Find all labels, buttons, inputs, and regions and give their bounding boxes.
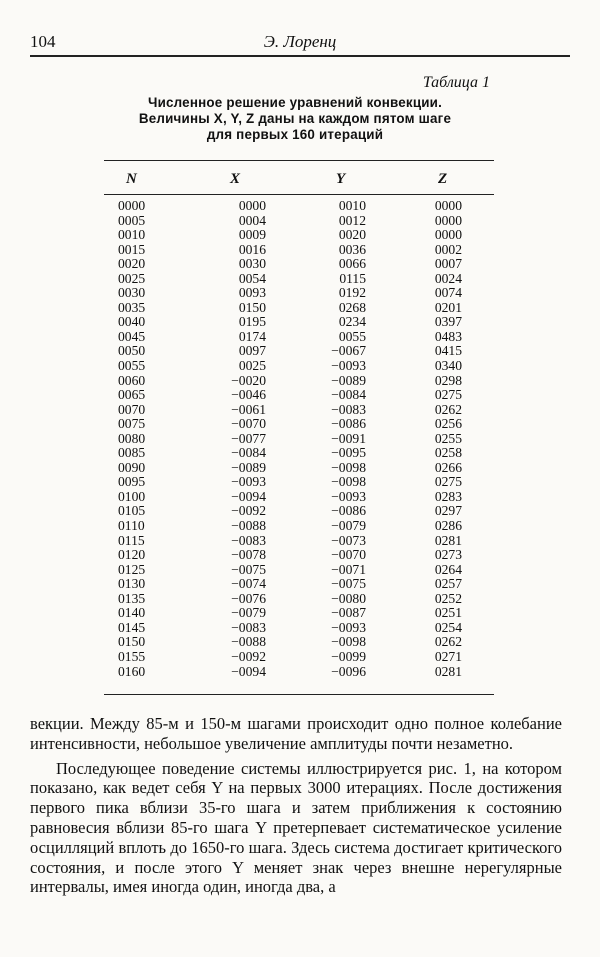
table-cell: 0266 — [434, 459, 462, 475]
table-row — [104, 606, 494, 621]
table-row — [104, 272, 494, 287]
table-cell: 0055 — [338, 328, 366, 344]
table-row — [104, 621, 494, 636]
table-cell: 0130 — [118, 576, 146, 592]
table-row — [104, 374, 494, 389]
table-cell: 0085 — [118, 445, 146, 461]
caption-line: для первых 160 итераций — [206, 127, 384, 142]
table-cell: 0340 — [434, 358, 462, 374]
table-cell: 0283 — [434, 488, 462, 504]
table-cell: 0025 — [238, 358, 266, 374]
table-cell: −0074 — [231, 576, 266, 592]
table-cell: −0093 — [331, 358, 366, 374]
table-row — [104, 315, 494, 330]
table-cell: 0251 — [434, 605, 462, 621]
table-caption — [60, 95, 530, 143]
table-cell: 0025 — [118, 270, 146, 286]
table-cell: 0483 — [434, 328, 462, 344]
table-cell: −0080 — [331, 590, 366, 606]
table-cell: 0255 — [434, 430, 462, 446]
table-cell: −0088 — [231, 518, 266, 534]
table-row — [104, 432, 494, 447]
table-cell: 0174 — [238, 328, 266, 344]
table-cell: 0254 — [434, 619, 462, 635]
table-cell: 0009 — [238, 227, 266, 243]
table-row — [104, 519, 494, 534]
table-cell: −0092 — [231, 503, 266, 519]
table-cell: 0000 — [434, 212, 462, 228]
table-row — [104, 461, 494, 476]
table-cell: −0093 — [331, 488, 366, 504]
table-cell: −0076 — [231, 590, 266, 606]
table-cell: 0090 — [118, 459, 146, 475]
table-cell: −0096 — [331, 663, 366, 679]
table-cell: 0012 — [338, 212, 366, 228]
table-row — [104, 475, 494, 490]
table-cell: −0094 — [231, 663, 266, 679]
table-cell: −0075 — [331, 576, 366, 592]
table-row — [104, 199, 494, 214]
table-row — [104, 330, 494, 345]
table-bottom-rule — [104, 694, 494, 695]
table-row — [104, 403, 494, 418]
table-cell: 0016 — [238, 241, 266, 257]
table-cell: 0140 — [118, 605, 146, 621]
table-cell: 0010 — [118, 227, 146, 243]
table-row — [104, 388, 494, 403]
table-cell: −0067 — [331, 343, 366, 359]
table-cell: −0077 — [231, 430, 266, 446]
table-cell: −0089 — [231, 459, 266, 475]
table-cell: 0264 — [434, 561, 462, 577]
table-cell: −0086 — [331, 503, 366, 519]
table-cell: 0150 — [118, 634, 146, 650]
table-cell: −0083 — [231, 532, 266, 548]
table-cell: 0054 — [238, 270, 266, 286]
table-cell: 0256 — [434, 416, 462, 432]
table-cell: 0252 — [434, 590, 462, 606]
table-row — [104, 534, 494, 549]
table-row — [104, 301, 494, 316]
table-cell: 0160 — [118, 663, 146, 679]
table-cell: −0098 — [331, 459, 366, 475]
table-cell: 0002 — [434, 241, 462, 257]
table-cell: 0035 — [118, 299, 146, 315]
table-cell: 0000 — [118, 198, 146, 213]
table-cell: 0097 — [238, 343, 266, 359]
table-cell: 0145 — [118, 619, 146, 635]
table-cell: −0079 — [231, 605, 266, 621]
table-cell: −0078 — [231, 547, 266, 563]
table-cell: 0010 — [338, 198, 366, 213]
table-cell: 0066 — [338, 256, 366, 272]
table-cell: −0098 — [331, 474, 366, 490]
table-row — [104, 228, 494, 243]
table-cell: −0084 — [331, 387, 366, 403]
table-row — [104, 243, 494, 258]
body-text — [30, 714, 562, 897]
table-cell: −0092 — [231, 648, 266, 664]
table-cell: 0273 — [434, 547, 462, 563]
table-cell: −0095 — [331, 445, 366, 461]
paragraph: Последующее поведение системы иллюстрируется рис. 1, на котором показано, как ведет себя Y на первых 3000 итерациях. После достижения первого пика вблизи 35-го шага и затем приближения к состоянию равновесия вблизи 85-го шага Y претерпевает систематическое усиление осцилляций вплоть до 1650-го шага. Здесь система достигает критического состояния, и после этого Y меняет знак через внешне нерегулярные интервалы, имея иногда один, иногда два, а — [30, 758, 562, 897]
table-cell: 0110 — [118, 518, 145, 534]
table-cell: 0281 — [434, 663, 462, 679]
table-cell: −0099 — [331, 648, 366, 664]
table-cell: 0024 — [434, 270, 462, 286]
table-cell: 0271 — [434, 648, 462, 664]
table-cell: 0275 — [434, 474, 462, 490]
table-cell: −0089 — [331, 372, 366, 388]
table-cell: 0093 — [238, 285, 266, 301]
table-row — [104, 417, 494, 432]
table-cell: −0084 — [231, 445, 266, 461]
table-cell: 0286 — [434, 518, 462, 534]
column-header-n: N — [126, 171, 137, 187]
table-cell: 0275 — [434, 387, 462, 403]
table-cell: 0201 — [434, 299, 462, 315]
table-cell: −0087 — [331, 605, 366, 621]
table-cell: 0050 — [118, 343, 146, 359]
table-cell: 0262 — [434, 401, 462, 417]
column-header-y: Y — [336, 171, 346, 187]
column-header-x: X — [230, 171, 241, 187]
table-cell: 0055 — [118, 358, 146, 374]
table-row — [104, 665, 494, 680]
table-cell: 0125 — [118, 561, 146, 577]
table-row — [104, 650, 494, 665]
table-cell: 0262 — [434, 634, 462, 650]
table-cell: −0086 — [331, 416, 366, 432]
table-cell: 0000 — [238, 198, 266, 213]
column-header-z: Z — [438, 171, 448, 187]
table-row — [104, 635, 494, 650]
table-cell: −0070 — [231, 416, 266, 432]
table-cell: −0094 — [231, 488, 266, 504]
table-cell: 0192 — [338, 285, 366, 301]
table-row — [104, 504, 494, 519]
table-cell: −0070 — [331, 547, 366, 563]
table-cell: 0074 — [434, 285, 462, 301]
table-row — [104, 548, 494, 563]
table-cell: −0091 — [331, 430, 366, 446]
table-cell: 0115 — [118, 532, 145, 548]
table-label: Таблица 1 — [422, 74, 490, 91]
table-cell: 0115 — [339, 270, 366, 286]
table-cell: 0195 — [238, 314, 266, 330]
table-header-rule — [104, 194, 494, 195]
table-cell: 0257 — [434, 576, 462, 592]
table-cell: −0083 — [331, 401, 366, 417]
table-row — [104, 563, 494, 578]
table-cell: −0098 — [331, 634, 366, 650]
table-cell: −0020 — [231, 372, 266, 388]
table-cell: 0100 — [118, 488, 146, 504]
table-cell: 0281 — [434, 532, 462, 548]
table-cell: −0083 — [231, 619, 266, 635]
table-cell: −0093 — [231, 474, 266, 490]
table-cell: 0105 — [118, 503, 146, 519]
table-cell: 0258 — [434, 445, 462, 461]
caption-line: Численное решение уравнений конвекции. — [147, 95, 443, 110]
table-row — [104, 286, 494, 301]
table-cell: 0297 — [434, 503, 462, 519]
table-cell: 0397 — [434, 314, 462, 330]
table-cell: −0088 — [231, 634, 266, 650]
table-header — [104, 171, 494, 191]
table-cell: 0030 — [238, 256, 266, 272]
table-cell: 0004 — [238, 212, 266, 228]
table-cell: 0070 — [118, 401, 146, 417]
table-cell: 0007 — [434, 256, 462, 272]
table-cell: −0075 — [231, 561, 266, 577]
table-row — [104, 359, 494, 374]
page-number: 104 — [30, 32, 56, 51]
table-cell: 0150 — [238, 299, 266, 315]
paragraph: векции. Между 85-м и 150-м шагами происходит одно полное колебание интенсивности, небольшое увеличение амплитуды почти незаметно. — [30, 714, 562, 753]
table-cell: 0065 — [118, 387, 146, 403]
table-cell: 0060 — [118, 372, 146, 388]
table-top-rule — [104, 160, 494, 161]
table-row — [104, 214, 494, 229]
table-cell: 0120 — [118, 547, 146, 563]
table-cell: 0036 — [338, 241, 366, 257]
table-cell: 0020 — [338, 227, 366, 243]
table-cell: 0015 — [118, 241, 146, 257]
header-rule — [30, 55, 570, 57]
page-header — [30, 32, 570, 54]
table-cell: −0046 — [231, 387, 266, 403]
table-cell: 0234 — [338, 314, 366, 330]
table-row — [104, 257, 494, 272]
table-body — [104, 199, 494, 679]
running-title: Э. Лоренц — [263, 32, 337, 51]
table-cell: −0073 — [331, 532, 366, 548]
table-row — [104, 490, 494, 505]
table-row — [104, 344, 494, 359]
table-cell: −0071 — [331, 561, 366, 577]
table-cell: 0268 — [338, 299, 366, 315]
table-row — [104, 592, 494, 607]
table-cell: 0030 — [118, 285, 146, 301]
table-cell: −0061 — [231, 401, 266, 417]
table-cell: 0045 — [118, 328, 146, 344]
table-cell: 0155 — [118, 648, 146, 664]
table-cell: 0095 — [118, 474, 146, 490]
table-row — [104, 446, 494, 461]
caption-line: Величины X, Y, Z даны на каждом пятом шаге — [138, 111, 452, 126]
table-cell: 0005 — [118, 212, 146, 228]
table-cell: −0093 — [331, 619, 366, 635]
table-row — [104, 577, 494, 592]
table-cell: 0000 — [434, 227, 462, 243]
table-cell: 0040 — [118, 314, 146, 330]
table-cell: 0075 — [118, 416, 146, 432]
table-cell: 0020 — [118, 256, 146, 272]
table-cell: 0080 — [118, 430, 146, 446]
table-cell: −0079 — [331, 518, 366, 534]
table-cell: 0000 — [434, 198, 462, 213]
table-cell: 0298 — [434, 372, 462, 388]
table-cell: 0135 — [118, 590, 146, 606]
table-cell: 0415 — [434, 343, 462, 359]
